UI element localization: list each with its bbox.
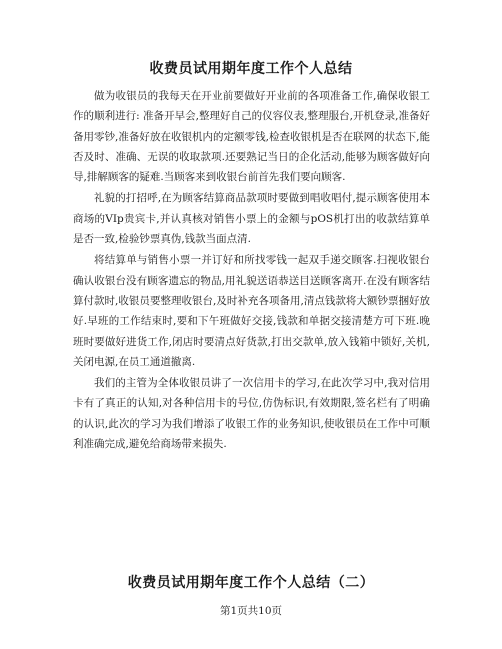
paragraph-1: 做为收银员的我每天在开业前要做好开业前的各项准备工作,确保收银工作的顺利进行: 准备开早会,整理好自己的仪容仪表,整理服台,开机登录,准备好备用零钞,准备好放在收银机内的定额零钱,检查收银机是否在联网的状态下,能否及时、准确、无误的收取款项.还要熟记当日的企化活动,能够为顾客做好向导,排解顾客的疑难.当顾客来到收银台前首先我们要向顾客. [73,90,430,184]
paragraph-3: 将结算单与销售小票一并订好和所找零钱一起双手递交顾客.扫视收银台确认收银台没有顾客遗忘的物品,用礼貌送语恭送目送顾客离开.在没有顾客结算付款时,收银员要整理收银台,及时补充各项备用,清点钱款将大额钞票捆好放好.早班的工作结束时,要和下午班做好交接,钱款和单据交接清楚方可下班.晚班时要做好进货工作,闭店时要清点好货款,打出交款单,放入钱箱中锁好,关机,关闭电源,在员工通道撤离. [73,254,430,368]
section-subtitle: 收费员试用期年度工作个人总结（二） [127,575,375,591]
paragraph-2: 礼貌的打招呼,在为顾客结算商品款项时要做到唱收唱付,提示顾客使用本商场的VIp贵宾卡,并认真核对销售小票上的金额与pOS机打出的收款结算单是否一致,检验钞票真伪,钱款当面点清. [73,192,430,246]
page-number-footer: 第1页共10页 [219,605,283,617]
page-title: 收费员试用期年度工作个人总结 [149,61,353,77]
paragraph-4: 我们的主管为全体收银员讲了一次信用卡的学习,在此次学习中,我对信用卡有了真正的认知,对各种信用卡的号位,仿伪标识,有效期限,签名栏有了明确的认识,此次的学习为我们增添了收银工作的业务知识,使收银员在工作中可顺利准确完成,避免给商场带来损失. [73,377,430,451]
document-body [73,86,430,455]
